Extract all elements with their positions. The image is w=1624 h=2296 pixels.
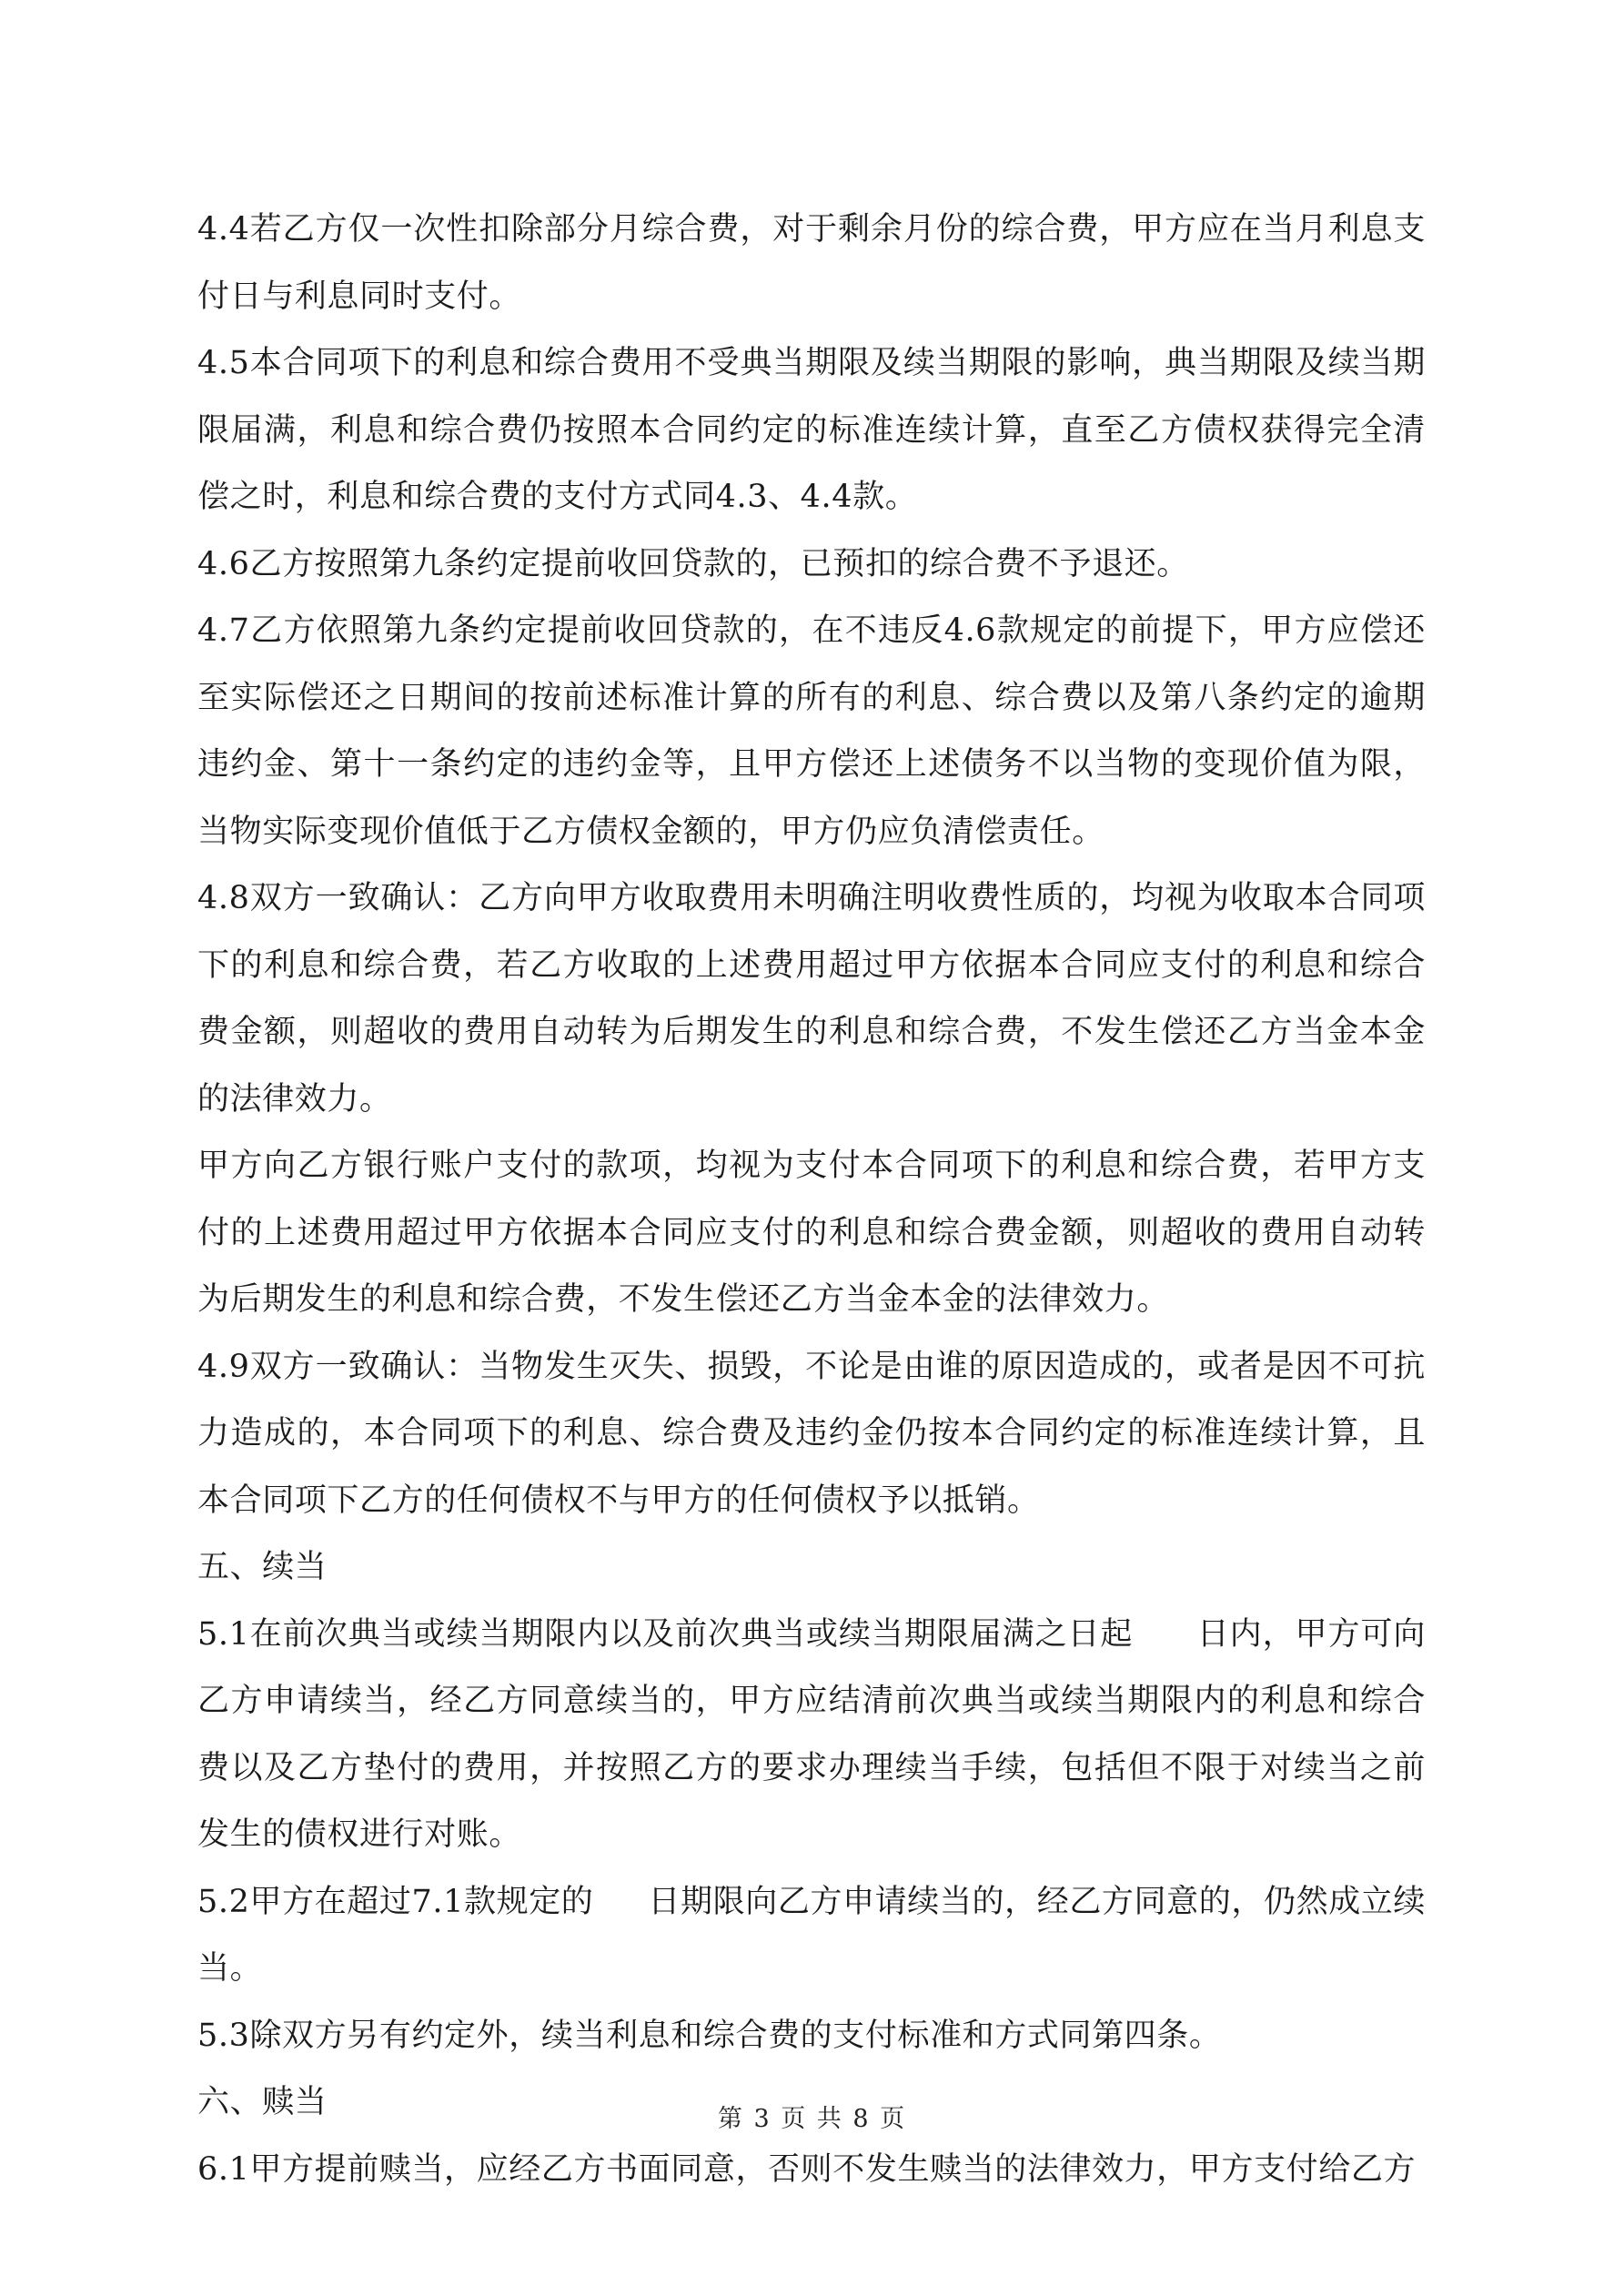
clause-5-2-part-1: 5.2甲方在超过7.1款规定的 bbox=[197, 1883, 594, 1920]
clause-4-8-continued: 甲方向乙方银行账户支付的款项，均视为支付本合同项下的利息和综合费，若甲方支付的上述费用超过甲方依据本合同应支付的利息和综合费金额，则超收的费用自动转为后期发生的利息和综合费，不发生偿还乙方当金本金的法律效力。 bbox=[197, 1148, 1426, 1318]
section-6-heading: 六、赎当 bbox=[197, 2084, 328, 2120]
clause-6-1: 6.1甲方提前赎当，应经乙方书面同意，否则不发生赎当的法律效力，甲方支付给乙方 bbox=[197, 2150, 1417, 2188]
clause-5-2 bbox=[197, 1869, 1426, 2003]
clause-4-9: 4.9双方一致确认：当物发生灭失、损毁，不论是由谁的原因造成的，或者是因不可抗力造成的，本合同项下的利息、综合费及违约金仍按本合同约定的标准连续计算，且本合同项下乙方的任何债权不与甲方的任何债权予以抵销。 bbox=[197, 1348, 1426, 1519]
clause-4-7: 4.7乙方依照第九条约定提前收回贷款的，在不违反4.6款规定的前提下，甲方应偿还至实际偿还之日期间的按前述标准计算的所有的利息、综合费以及第八条约定的逾期违约金、第十一条约定的违约金等，且甲方偿还上述债务不以当物的变现价值为限，当物实际变现价值低于乙方债权金额的，甲方仍应负清偿责任。 bbox=[197, 612, 1426, 850]
clause-4-8: 4.8双方一致确认：乙方向甲方收取费用未明确注明收费性质的，均视为收取本合同项下的利息和综合费，若乙方收取的上述费用超过甲方依据本合同应支付的利息和综合费金额，则超收的费用自动转为后期发生的利息和综合费，不发生偿还乙方当金本金的法律效力。 bbox=[197, 880, 1426, 1118]
clause-5-1-part-2: 日内，甲方可向乙方申请续当，经乙方同意续当的，甲方应结清前次典当或续当期限内的利息和综合费以及乙方垫付的费用，并按照乙方的要求办理续当手续，包括但不限于对续当之前发生的债权进行对账。 bbox=[197, 1615, 1427, 1853]
clause-4-4: 4.4若乙方仅一次性扣除部分月综合费，对于剩余月份的综合费，甲方应在当月利息支付日与利息同时支付。 bbox=[197, 211, 1426, 315]
page-number-footer: 第 3 页 共 8 页 bbox=[717, 2105, 907, 2133]
clause-4-6: 4.6乙方按照第九条约定提前收回贷款的，已预扣的综合费不予退还。 bbox=[197, 545, 1189, 582]
clause-5-3: 5.3除双方另有约定外，续当利息和综合费的支付标准和方式同第四条。 bbox=[197, 2017, 1222, 2054]
clause-5-1-part-1: 5.1在前次典当或续当期限内以及前次典当或续当期限届满之日起 bbox=[197, 1615, 1134, 1653]
clause-4-5: 4.5本合同项下的利息和综合费用不受典当期限及续当期限的影响，典当期限及续当期限届满，利息和综合费仍按照本合同约定的标准连续计算，直至乙方债权获得完全清偿之时，利息和综合费的支付方式同4.3、4.4款。 bbox=[197, 345, 1426, 515]
clause-5-2-part-2: 日期限向乙方申请续当的，经乙方同意的，仍然成立续当。 bbox=[197, 1883, 1427, 1987]
section-5-heading: 五、续当 bbox=[197, 1549, 328, 1585]
document-body bbox=[197, 197, 1426, 2203]
clause-5-1 bbox=[197, 1602, 1426, 1869]
